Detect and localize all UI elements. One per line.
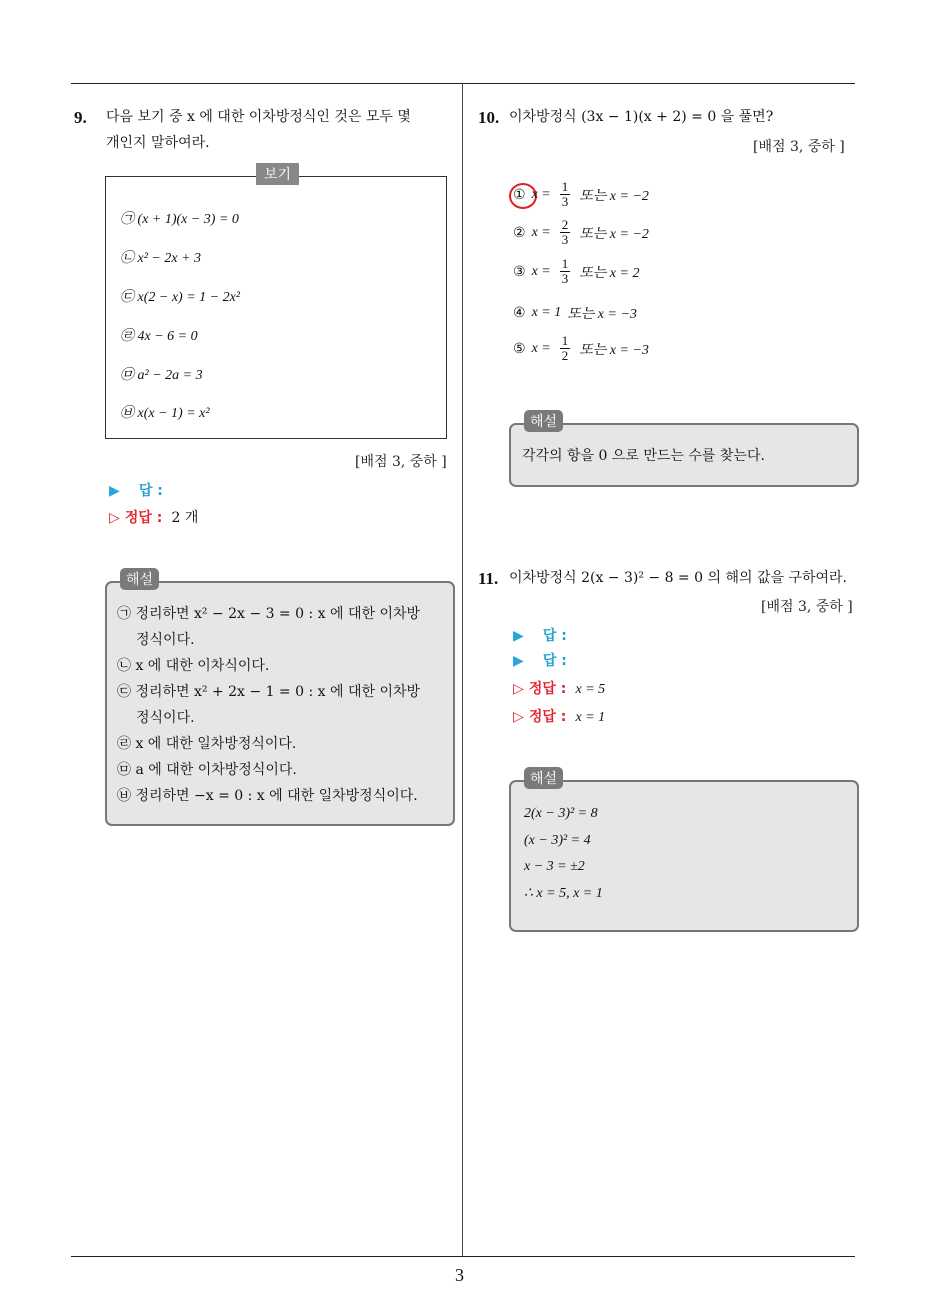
q11-correct-row-1 (513, 678, 605, 698)
frac-den: 3 (561, 271, 569, 286)
play-icon: ▶ (109, 483, 120, 499)
q11-answer-row-2 (513, 650, 567, 670)
q11-text: 이차방정식 2(x − 3)² − 8 = 0 의 해의 값을 구하여라. (509, 570, 847, 586)
correct-value: x = 1 (575, 710, 606, 725)
bogi-item: ㉥ x(x − 1) = x² (120, 406, 210, 421)
choice-mark: ① (513, 186, 526, 203)
correct-label: 정답 : (528, 681, 567, 697)
expl-line: ㉢ 정리하면 x² + 2x − 1 = 0 : x 에 대한 이차방 (117, 684, 421, 700)
choice-5[interactable] (513, 334, 649, 363)
expl-line: ㉥ 정리하면 −x = 0 : x 에 대한 일차방정식이다. (117, 788, 418, 804)
q9-expl-label: 해설 (120, 568, 159, 590)
q9-meta: [배점 3, 중하 ] (355, 454, 447, 470)
expl-line: ㉡ x 에 대한 이차식이다. (117, 658, 270, 674)
choice-mark: ③ (513, 263, 526, 280)
choice-post: 또는 x = −2 (579, 226, 649, 242)
choice-post: 또는 x = −2 (579, 188, 649, 204)
bogi-item: ㉤ a² − 2a = 3 (120, 368, 203, 383)
frac-num: 1 (561, 179, 569, 194)
fraction (560, 218, 571, 247)
expl-line: 정식이다. (136, 632, 195, 648)
fraction (560, 257, 571, 286)
choice-post: 또는 x = −3 (567, 307, 637, 322)
expl-line: (x − 3)² = 4 (524, 833, 591, 848)
outline-triangle-icon: ▷ (109, 510, 120, 526)
play-icon: ▶ (513, 628, 524, 644)
choice-pre: x = (531, 224, 551, 240)
correct-value: 2 개 (171, 510, 199, 526)
q10-expl-label: 해설 (524, 410, 563, 432)
correct-label: 정답 : (124, 510, 163, 526)
frac-den: 3 (561, 232, 569, 247)
expl-line: ㉣ x 에 대한 일차방정식이다. (117, 736, 297, 752)
choice-2[interactable] (513, 218, 649, 247)
choice-pre: x = 1 (531, 305, 562, 320)
frac-num: 2 (561, 217, 569, 232)
top-rule (71, 83, 855, 84)
q9-number: 9. (74, 108, 87, 127)
bottom-rule (71, 1256, 855, 1257)
bogi-item: ㉡ x² − 2x + 3 (120, 251, 202, 266)
choice-pre: x = (531, 263, 551, 279)
expl-line: 각각의 항을 0 으로 만드는 수를 찾는다. (522, 448, 765, 464)
q10-text: 이차방정식 (3x − 1)(x + 2) = 0 을 풀면? (509, 109, 774, 125)
q9-text-line1: 다음 보기 중 x 에 대한 이차방정식인 것은 모두 몇 (106, 109, 411, 125)
q11-number: 11. (478, 569, 499, 588)
column-divider (462, 83, 463, 1257)
choice-1[interactable] (513, 180, 649, 209)
q9-answer-row (109, 480, 163, 500)
choice-3[interactable] (513, 257, 639, 286)
answer-label: 답 : (542, 628, 567, 644)
choice-mark: ⑤ (513, 340, 526, 357)
fraction (560, 334, 571, 363)
q11-answer-row-1 (513, 625, 567, 645)
page-number: 3 (455, 1265, 464, 1285)
bogi-item: ㉠ (x + 1)(x − 3) = 0 (120, 212, 239, 227)
frac-num: 1 (561, 256, 569, 271)
q11-meta: [배점 3, 중하 ] (761, 599, 853, 615)
expl-line: 2(x − 3)² = 8 (524, 806, 598, 821)
play-icon: ▶ (513, 653, 524, 669)
q9-text-line2: 개인지 말하여라. (106, 135, 210, 151)
q10-number: 10. (478, 108, 500, 127)
expl-line: ㉤ a 에 대한 이차방정식이다. (117, 762, 297, 778)
outline-triangle-icon: ▷ (513, 681, 524, 697)
expl-line: ㉠ 정리하면 x² − 2x − 3 = 0 : x 에 대한 이차방 (117, 606, 421, 622)
expl-line: ∴ x = 5, x = 1 (524, 886, 603, 901)
q11-explanation-box (509, 780, 859, 932)
choice-mark: ④ (513, 305, 526, 321)
q10-meta: [배점 3, 중하 ] (753, 139, 845, 155)
q9-correct-row (109, 507, 198, 527)
correct-value: x = 5 (575, 682, 606, 697)
expl-line: 정식이다. (136, 710, 195, 726)
answer-label: 답 : (138, 483, 163, 499)
choice-4[interactable] (513, 303, 637, 323)
q11-expl-label: 해설 (524, 767, 563, 789)
correct-label: 정답 : (528, 709, 567, 725)
frac-den: 3 (561, 194, 569, 209)
bogi-item: ㉣ 4x − 6 = 0 (120, 329, 198, 344)
choice-pre: x = (531, 186, 551, 202)
answer-label: 답 : (542, 653, 567, 669)
choice-mark: ② (513, 224, 526, 241)
bogi-label: 보기 (256, 163, 299, 185)
outline-triangle-icon: ▷ (513, 709, 524, 725)
choice-post: 또는 x = 2 (579, 265, 640, 281)
fraction (560, 180, 571, 209)
expl-line: x − 3 = ±2 (524, 859, 585, 874)
choice-post: 또는 x = −3 (579, 342, 649, 358)
frac-den: 2 (561, 348, 569, 363)
bogi-item: ㉢ x(2 − x) = 1 − 2x² (120, 290, 241, 305)
choice-pre: x = (531, 340, 551, 356)
frac-num: 1 (561, 333, 569, 348)
q11-correct-row-2 (513, 706, 605, 726)
